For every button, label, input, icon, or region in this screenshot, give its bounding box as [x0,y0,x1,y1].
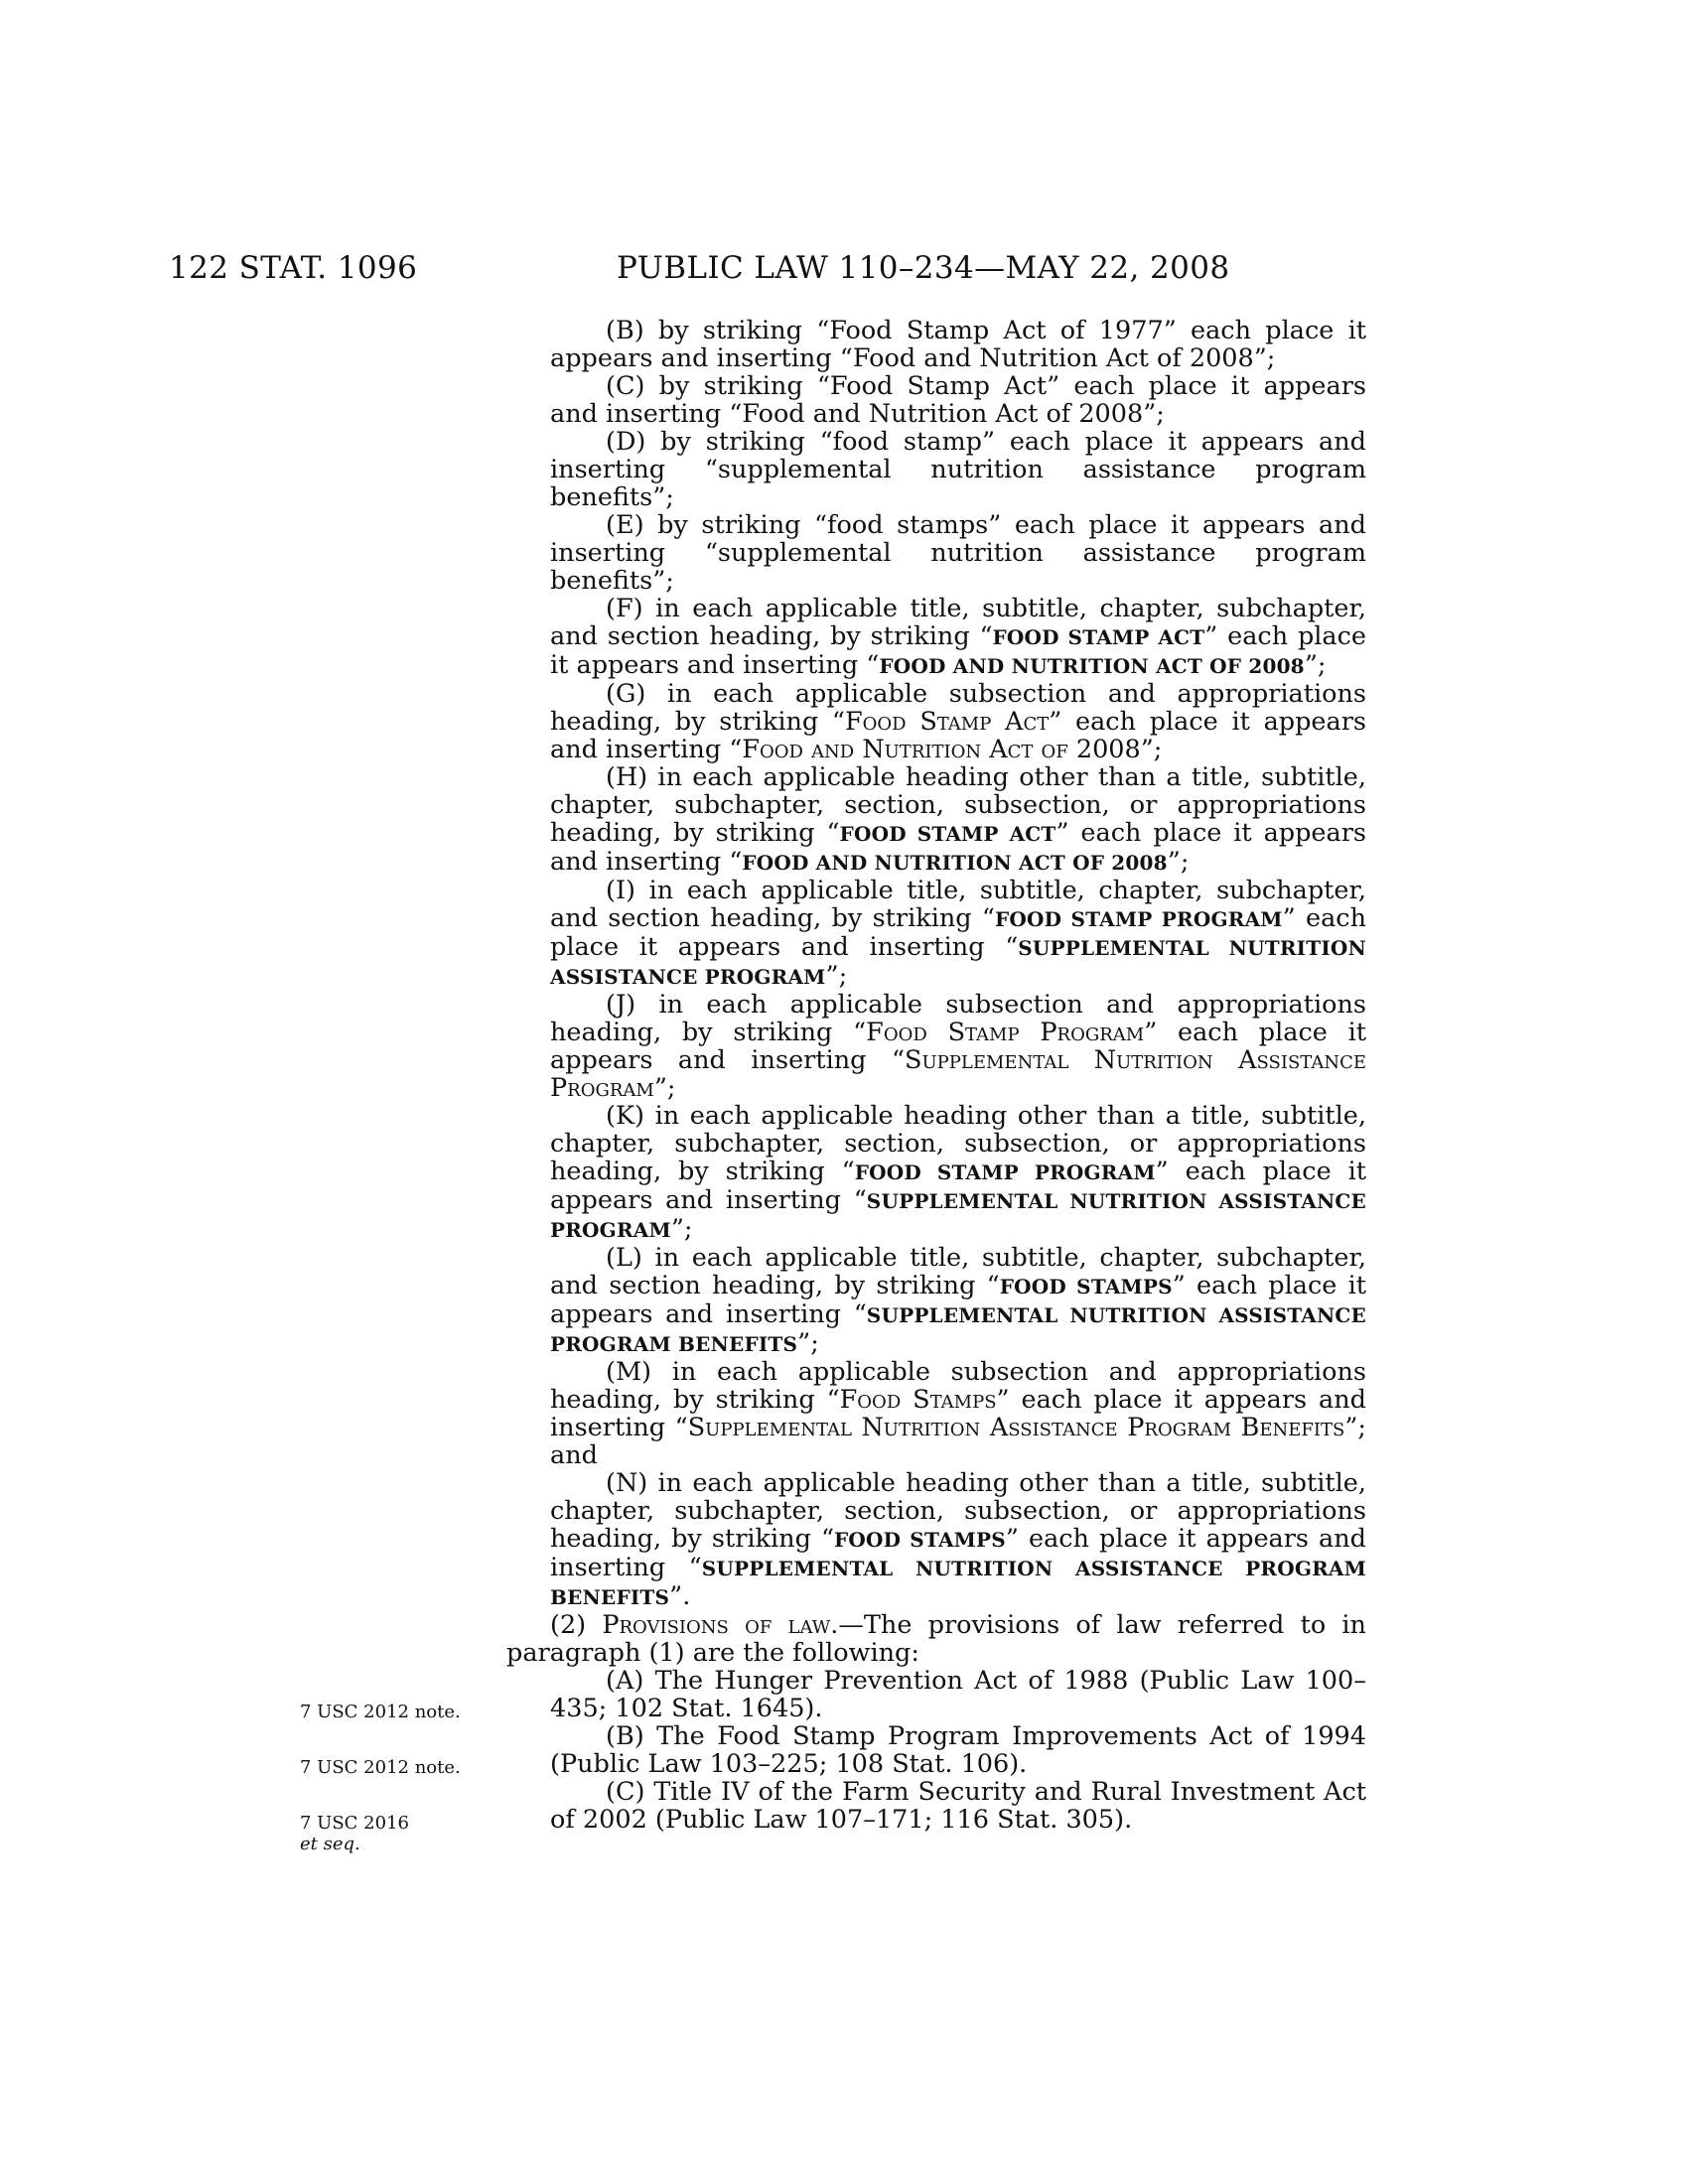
provision-c: (C) Title IV of the Farm Security and Rural Investment Act of 2002 (Public Law 107–171; 116 Stat. 305). [550,1777,1366,1835]
paragraph-2: (2) Provisions of law.—The provisions of law referred to in paragraph (1) are the following: [506,1610,1366,1668]
clause-k: (K) in each applicable heading other than a title, subtitle, chapter, subchapter, section, subsection, or appropriations heading, by striking “FOOD STAMP PROGRAM” each place it appears and inserting “SUPPLEMENTAL NUTRITION ASSISTANCE PROGRAM”; [550,1101,1367,1244]
clause-n: (N) in each applicable heading other than a title, subtitle, chapter, subchapter, section, subsection, or appropriations heading, by striking “FOOD STAMPS” each place it appears and inserting “SUPPLEMENTAL NUTRITION ASSISTANCE PROGRAM BENEFITS”. [550,1468,1367,1611]
clause-g: (G) in each applicable subsection and appropriations heading, by striking “Food Stamp Act” each place it appears and inserting “Food and Nutrition Act of 2008”; [550,679,1366,764]
clause-m: (M) in each applicable subsection and appropriations heading, by striking “Food Stamps” each place it appears and inserting “Supplemental Nutrition Assistance Program Benefits”; and [550,1357,1366,1470]
margin-note-2: 7 USC 2012 note. [300,1757,461,1778]
provision-b: (B) The Food Stamp Program Improvements Act of 1994 (Public Law 103–225; 108 Stat. 106). [550,1721,1366,1779]
clause-j: (J) in each applicable subsection and appropriations heading, by striking “Food Stamp Program” each place it appears and inserting “Supplemental Nutrition Assistance Program”; [550,990,1366,1103]
clause-e: (E) by striking “food stamps” each place it appears and inserting “supplemental nutrition assistance program benefits”; [550,510,1366,596]
page-title: PUBLIC LAW 110–234—MAY 22, 2008 [617,250,1230,286]
document-body [506,316,1367,1835]
margin-note-3-line2: et seq. [300,1834,360,1854]
margin-note-1: 7 USC 2012 note. [300,1702,461,1722]
provision-a: (A) The Hunger Prevention Act of 1988 (Public Law 100–435; 102 Stat. 1645). [550,1666,1366,1723]
margin-note-3-line1: 7 USC 2016 [300,1813,409,1834]
clause-f: (F) in each applicable title, subtitle, chapter, subchapter, and section heading, by striking “FOOD STAMP ACT” each place it appears and inserting “FOOD AND NUTRITION ACT OF 2008”; [550,594,1366,680]
clause-l: (L) in each applicable title, subtitle, chapter, subchapter, and section heading, by striking “FOOD STAMPS” each place it appears and inserting “SUPPLEMENTAL NUTRITION ASSISTANCE PROGRAM BENEFITS”; [550,1243,1367,1358]
clause-h: (H) in each applicable heading other than a title, subtitle, chapter, subchapter, section, subsection, or appropriations heading, by striking “FOOD STAMP ACT” each place it appears and inserting “FOOD AND NUTRITION ACT OF 2008”; [550,762,1367,877]
clause-d: (D) by striking “food stamp” each place it appears and inserting “supplemental nutrition assistance program benefits”; [550,427,1366,512]
clause-i: (I) in each applicable title, subtitle, chapter, subchapter, and section heading, by striking “FOOD STAMP PROGRAM” each place it appears and inserting “SUPPLEMENTAL NUTRITION ASSISTANCE PROGRAM”; [550,876,1366,991]
clause-c: (C) by striking “Food Stamp Act” each place it appears and inserting “Food and Nutrition Act of 2008”; [550,371,1366,429]
clause-b: (B) by striking “Food Stamp Act of 1977” each place it appears and inserting “Food and Nutrition Act of 2008”; [550,316,1366,373]
page-reference: 122 STAT. 1096 [169,250,418,286]
margin-note-3 [300,1813,409,1854]
